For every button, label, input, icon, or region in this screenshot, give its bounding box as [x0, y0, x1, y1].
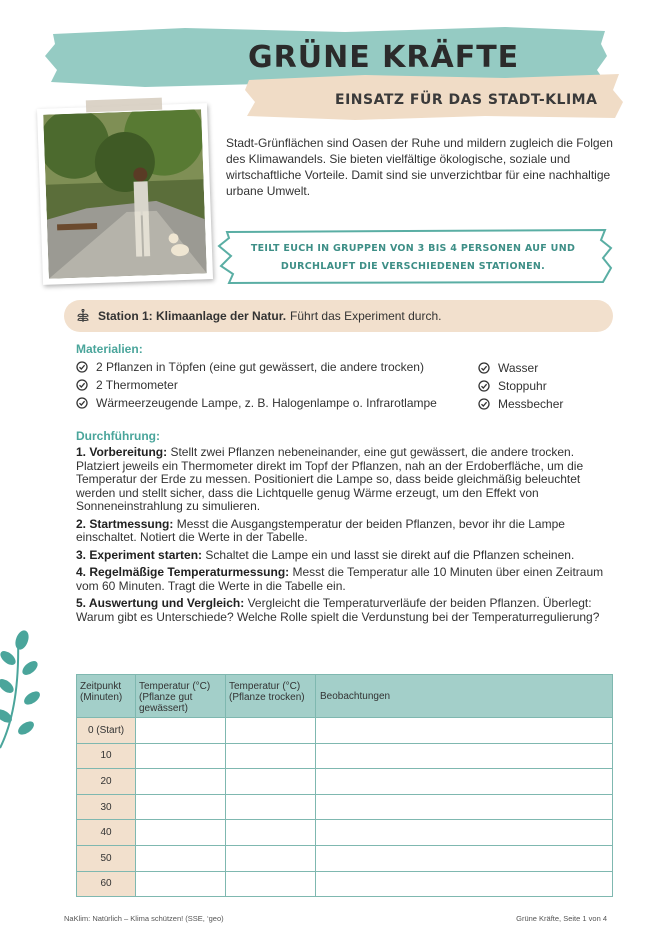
table-cell[interactable] [136, 743, 226, 769]
check-circle-icon [76, 361, 88, 373]
intro-text: Stadt-Grünflächen sind Oasen der Ruhe und mildern zugleich die Folgen des Klimawandels. Sie bieten vielfältige ökologische, soziale und wirtschaftliche Vorteile. Damit sind sie unverzichtbar für eine nachhaltige urbane Umwelt. [226, 136, 613, 198]
table-cell[interactable] [316, 743, 613, 769]
table-cell[interactable] [136, 769, 226, 795]
list-item: Wasser [478, 359, 563, 377]
procedure-heading: Durchführung: [76, 429, 160, 443]
check-circle-icon [76, 397, 88, 409]
procedure-step: 2. Startmessung: Messt die Ausgangstemperatur der beiden Pflanzen, bevor ihr die Lampe einschaltet. Notiert die Werte in der Tabelle. [76, 516, 565, 544]
procedure-step: 5. Auswertung und Vergleich: Vergleicht die Temperaturverläufe der beiden Pflanzen. Überlegt: Warum gibt es Unterschiede? Welche Rolle spielt die Verdunstung bei der Temperaturregulierung? [76, 596, 600, 624]
page-title: GRÜNE KRÄFTE [248, 40, 520, 75]
procedure-step: 3. Experiment starten: Schaltet die Lampe ein und lasst sie direkt auf die Pflanzen scheinen. [76, 547, 575, 562]
footer-source: NaKlim: Natürlich – Klima schützen! (SSE, ‘geo) [64, 914, 224, 923]
table-cell[interactable] [316, 794, 613, 820]
list-item: Wärmeerzeugende Lampe, z. B. Halogenlampe o. Infrarotlampe [76, 394, 437, 412]
table-cell[interactable] [226, 769, 316, 795]
station-instruction: Führt das Experiment durch. [290, 309, 442, 323]
table-cell[interactable] [226, 743, 316, 769]
table-cell[interactable] [316, 718, 613, 744]
column-header: Temperatur (°C) (Pflanze trocken) [226, 675, 316, 718]
list-item: Stoppuhr [478, 377, 563, 395]
table-cell[interactable] [226, 820, 316, 846]
materials-list-right [478, 359, 563, 413]
plant-icon [76, 309, 90, 323]
column-header: Zeitpunkt (Minuten) [77, 675, 136, 718]
park-photo [37, 103, 213, 285]
station-title: Station 1: Klimaanlage der Natur. [98, 309, 287, 323]
table-cell[interactable] [316, 820, 613, 846]
table-cell[interactable] [226, 871, 316, 897]
procedure-step: 1. Vorbereitung: Stellt zwei Pflanzen nebeneinander, eine gut gewässert, die andere trocken. Platziert jeweils ein Thermometer direkt im Topf der Pflanzen, nah an der Erdoberfläche, um die Temperatur der Erde zu messen. Positioniert die Lampe so, dass beide gleichmäßig beleuchtet werden und stellt sicher, dass die Lichtquelle genug Wärme erzeugt, um den Effekt von Sonneneinstrahlung zu simulieren. [76, 445, 584, 513]
table-cell[interactable] [136, 820, 226, 846]
materials-heading: Materialien: [76, 342, 143, 356]
table-cell[interactable] [226, 845, 316, 871]
procedure-steps [76, 446, 616, 628]
table-cell[interactable] [226, 718, 316, 744]
page-subtitle: EINSATZ FÜR DAS STADT-KLIMA [335, 92, 598, 108]
table-cell[interactable] [136, 871, 226, 897]
check-circle-icon [478, 380, 490, 392]
check-circle-icon [478, 362, 490, 374]
footer-page-number: Grüne Kräfte, Seite 1 von 4 [516, 914, 607, 923]
table-row: 50 [77, 845, 613, 871]
check-circle-icon [478, 398, 490, 410]
list-item: Messbecher [478, 395, 563, 413]
check-circle-icon [76, 379, 88, 391]
table-row: 10 [77, 743, 613, 769]
column-header: Temperatur (°C) (Pflanze gut gewässert) [136, 675, 226, 718]
table-row: 40 [77, 820, 613, 846]
station-bar [64, 300, 613, 332]
table-cell[interactable] [316, 871, 613, 897]
table-row: 20 [77, 769, 613, 795]
group-callout-text: TEILT EUCH IN GRUPPEN VON 3 BIS 4 PERSONEN AUF UND DURCHLAUFT DIE VERSCHIEDENEN STATIONEN. [250, 243, 576, 272]
table-row: 0 (Start) [77, 718, 613, 744]
table-cell[interactable] [316, 769, 613, 795]
column-header: Beobachtungen [316, 675, 613, 718]
table-cell[interactable] [136, 718, 226, 744]
table-cell[interactable] [316, 845, 613, 871]
list-item: 2 Thermometer [76, 376, 437, 394]
procedure-step: 4. Regelmäßige Temperaturmessung: Messt die Temperatur alle 10 Minuten über einen Zeitraum vom 60 Minuten. Tragt die Werte in die Tabelle ein. [76, 565, 604, 593]
table-cell[interactable] [136, 794, 226, 820]
table-cell[interactable] [136, 845, 226, 871]
measurement-table [76, 674, 613, 897]
list-item: 2 Pflanzen in Töpfen (eine gut gewässert, die andere trocken) [76, 358, 437, 376]
table-row: 30 [77, 794, 613, 820]
materials-list-left [76, 358, 437, 412]
table-row: 60 [77, 871, 613, 897]
table-cell[interactable] [226, 794, 316, 820]
leaf-branch-decoration [0, 628, 50, 753]
